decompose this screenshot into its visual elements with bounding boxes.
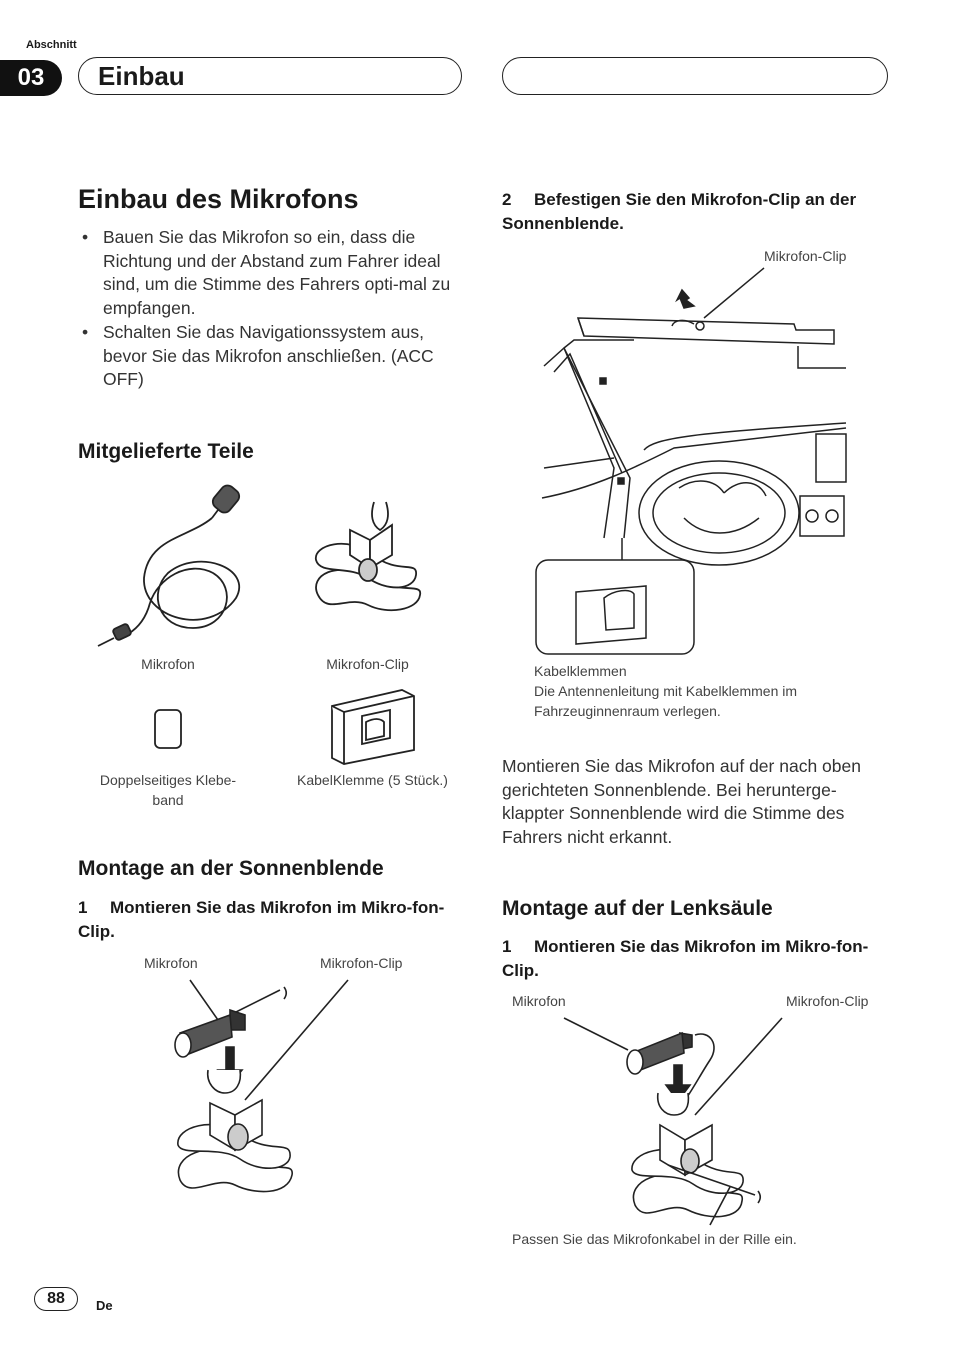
section-label: Abschnitt [26, 39, 77, 51]
fig3-label-microphone: Mikrofon [512, 993, 566, 1009]
mic-into-clip-illustration [170, 975, 350, 1200]
language-code: De [96, 1298, 113, 1313]
intro-bullet-list [78, 226, 470, 392]
fig3-label-mic-clip: Mikrofon-Clip [786, 993, 869, 1009]
step-number: 1 [502, 937, 512, 956]
caption-mic-clip: Mikrofon-Clip [326, 656, 409, 672]
fig2-label-cable-clamps: Kabelklemmen [534, 663, 627, 679]
double-sided-tape-illustration [153, 708, 183, 750]
sun-visor-step-1 [78, 896, 458, 944]
fig2-label-mic-clip: Mikrofon-Clip [764, 248, 847, 264]
header-right-frame [502, 57, 888, 95]
fig2-note: Die Antennenleitung mit Kabelklemmen im Fahrzeuginnenraum verlegen. [534, 683, 798, 719]
caption-cable-clamp: KabelKlemme (5 Stück.) [297, 772, 448, 788]
step-text: Montieren Sie das Mikrofon im Mikro-fon-Clip. [78, 898, 445, 941]
step-text: Befestigen Sie den Mikrofon-Clip an der Sonnenblende. [502, 190, 857, 233]
microphone-illustration [88, 478, 248, 653]
page-number: 88 [34, 1287, 78, 1311]
step-text: Montieren Sie das Mikrofon im Mikro-fon-Clip. [502, 937, 869, 980]
bullet-item: • Bauen Sie das Mikrofon so ein, dass die Richtung und der Abstand zum Fahrer ideal sind, um die Stimme des Fahrers opti-mal zu empfangen. [78, 226, 470, 321]
section-number-badge: 03 [0, 60, 62, 96]
steering-column-step-1 [502, 935, 882, 983]
step-number: 1 [78, 898, 88, 917]
caption-microphone: Mikrofon [141, 656, 195, 672]
caption-tape: Doppelseitiges Klebe-band [99, 772, 237, 808]
car-interior-sun-visor-illustration [534, 268, 848, 660]
chapter-title: Einbau [98, 61, 185, 91]
sun-visor-step-2 [502, 188, 882, 236]
steering-column-heading: Montage auf der Lenksäule [502, 897, 773, 920]
bullet-item: • Schalten Sie das Navigationssystem aus, bevor Sie das Mikrofon anschließen. (ACC OFF) [78, 321, 470, 392]
page-title: Einbau des Mikrofons [78, 184, 359, 214]
sun-visor-heading: Montage an der Sonnenblende [78, 857, 384, 880]
mic-into-clip-steering-illustration [560, 1015, 770, 1225]
fig1-label-mic-clip: Mikrofon-Clip [320, 955, 403, 971]
sun-visor-paragraph: Montieren Sie das Mikrofon auf der nach oben gerichteten Sonnenblende. Bei herunterge-klappter Sonnenblende wird die Stimme des Fahrers nicht erkannt. [502, 756, 861, 848]
fig3-note: Passen Sie das Mikrofonkabel in der Rille ein. [512, 1231, 797, 1247]
cable-clamp-illustration [330, 688, 416, 766]
step-number: 2 [502, 190, 512, 209]
fig1-label-microphone: Mikrofon [144, 955, 198, 971]
supplied-parts-heading: Mitgelieferte Teile [78, 440, 254, 463]
mic-clip-illustration [308, 500, 428, 620]
